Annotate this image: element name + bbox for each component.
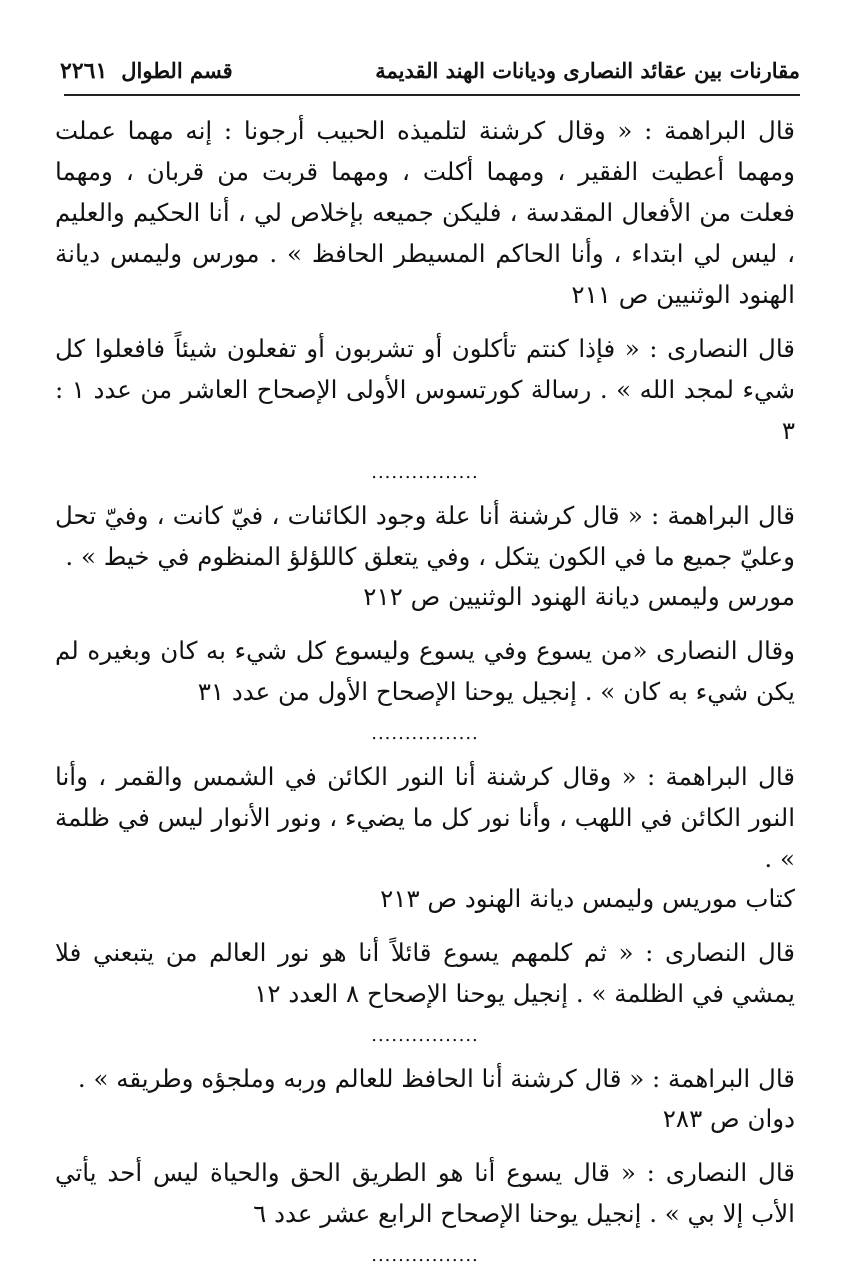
paragraph-brahmins-3: قال البراهمة : « وقال كرشنة أنا النور الكائن في الشمس والقمر ، وأنا النور الكائن في اللهب ، وأنا نور كل ما يضيء ، ونور الأنوار ليس في ظلمة » . (55, 762, 796, 873)
section-separator: ................ (371, 462, 479, 483)
section-label (60, 58, 233, 84)
paragraph-christians-2: وقال النصارى «من يسوع وفي يسوع وليسوع كل شيء به كان وبغيره لم يكن شيء به كان » . إنجيل يوحنا الإصحاح الأول من عدد ٣١ (55, 636, 795, 706)
page-number: ٢٢٦١ (60, 58, 108, 84)
section-separator: ................ (371, 1245, 479, 1266)
page-body (55, 110, 795, 1278)
paragraph-christians-4: قال النصارى : « قال يسوع أنا هو الطريق الحق والحياة ليس أحد يأتي الأب إلا بي » . إنجيل يوحنا الإصحاح الرابع عشر عدد ٦ (55, 1158, 795, 1228)
reference-line: كتاب موريس وليمس ديانة الهنود ص ٢١٣ (380, 884, 795, 913)
book-title: مقارنات بين عقائد النصارى وديانات الهند القديمة (375, 58, 800, 83)
paragraph-brahmins-1: قال البراهمة : « وقال كرشنة لتلميذه الحبيب أرجونا : إنه مهما عملت ومهما أعطيت الفقير ، ومهما أكلت ، ومهما قربت من قربان ، ومهما فعلت من الأفعال المقدسة ، فليكن جميعه بإخلاص لي ، أنا الحكيم والعليم ، ليس لي ابتداء ، وأنا الحاكم المسيطر الحافظ » . مورس وليمس ديانة الهنود الوثنيين ص ٢١١ (55, 116, 795, 309)
paragraph-christians-1: قال النصارى : « فإذا كنتم تأكلون أو تشربون أو تفعلون شيئاً فافعلوا كل شيء لمجد الله » . رسالة كورتسوس الأولى الإصحاح العاشر من عدد ١ : ٣ (55, 334, 795, 445)
running-header (60, 56, 800, 92)
section-separator: ................ (371, 723, 479, 744)
reference-line: مورس وليمس ديانة الهنود الوثنيين ص ٢١٢ (363, 582, 795, 611)
paragraph-brahmins-2: قال البراهمة : « قال كرشنة أنا علة وجود الكائنات ، فيّ كانت ، وفيّ تحل وعليّ جميع ما في الكون يتكل ، وفي يتعلق كاللؤلؤ المنظوم في خيط » . (55, 501, 795, 571)
paragraph-brahmins-4: قال البراهمة : « قال كرشنة أنا الحافظ للعالم وربه وملجؤه وطريقه » . (77, 1064, 795, 1093)
section-separator: ................ (371, 1025, 479, 1046)
paragraph-christians-3: قال النصارى : « ثم كلمهم يسوع قائلاً أنا هو نور العالم من يتبعني فلا يمشي في الظلمة » . إنجيل يوحنا الإصحاح ٨ العدد ١٢ (55, 938, 795, 1008)
section-name: قسم الطوال (121, 58, 233, 83)
reference-line: دوان ص ٢٨٣ (662, 1104, 795, 1133)
header-rule (64, 94, 800, 96)
